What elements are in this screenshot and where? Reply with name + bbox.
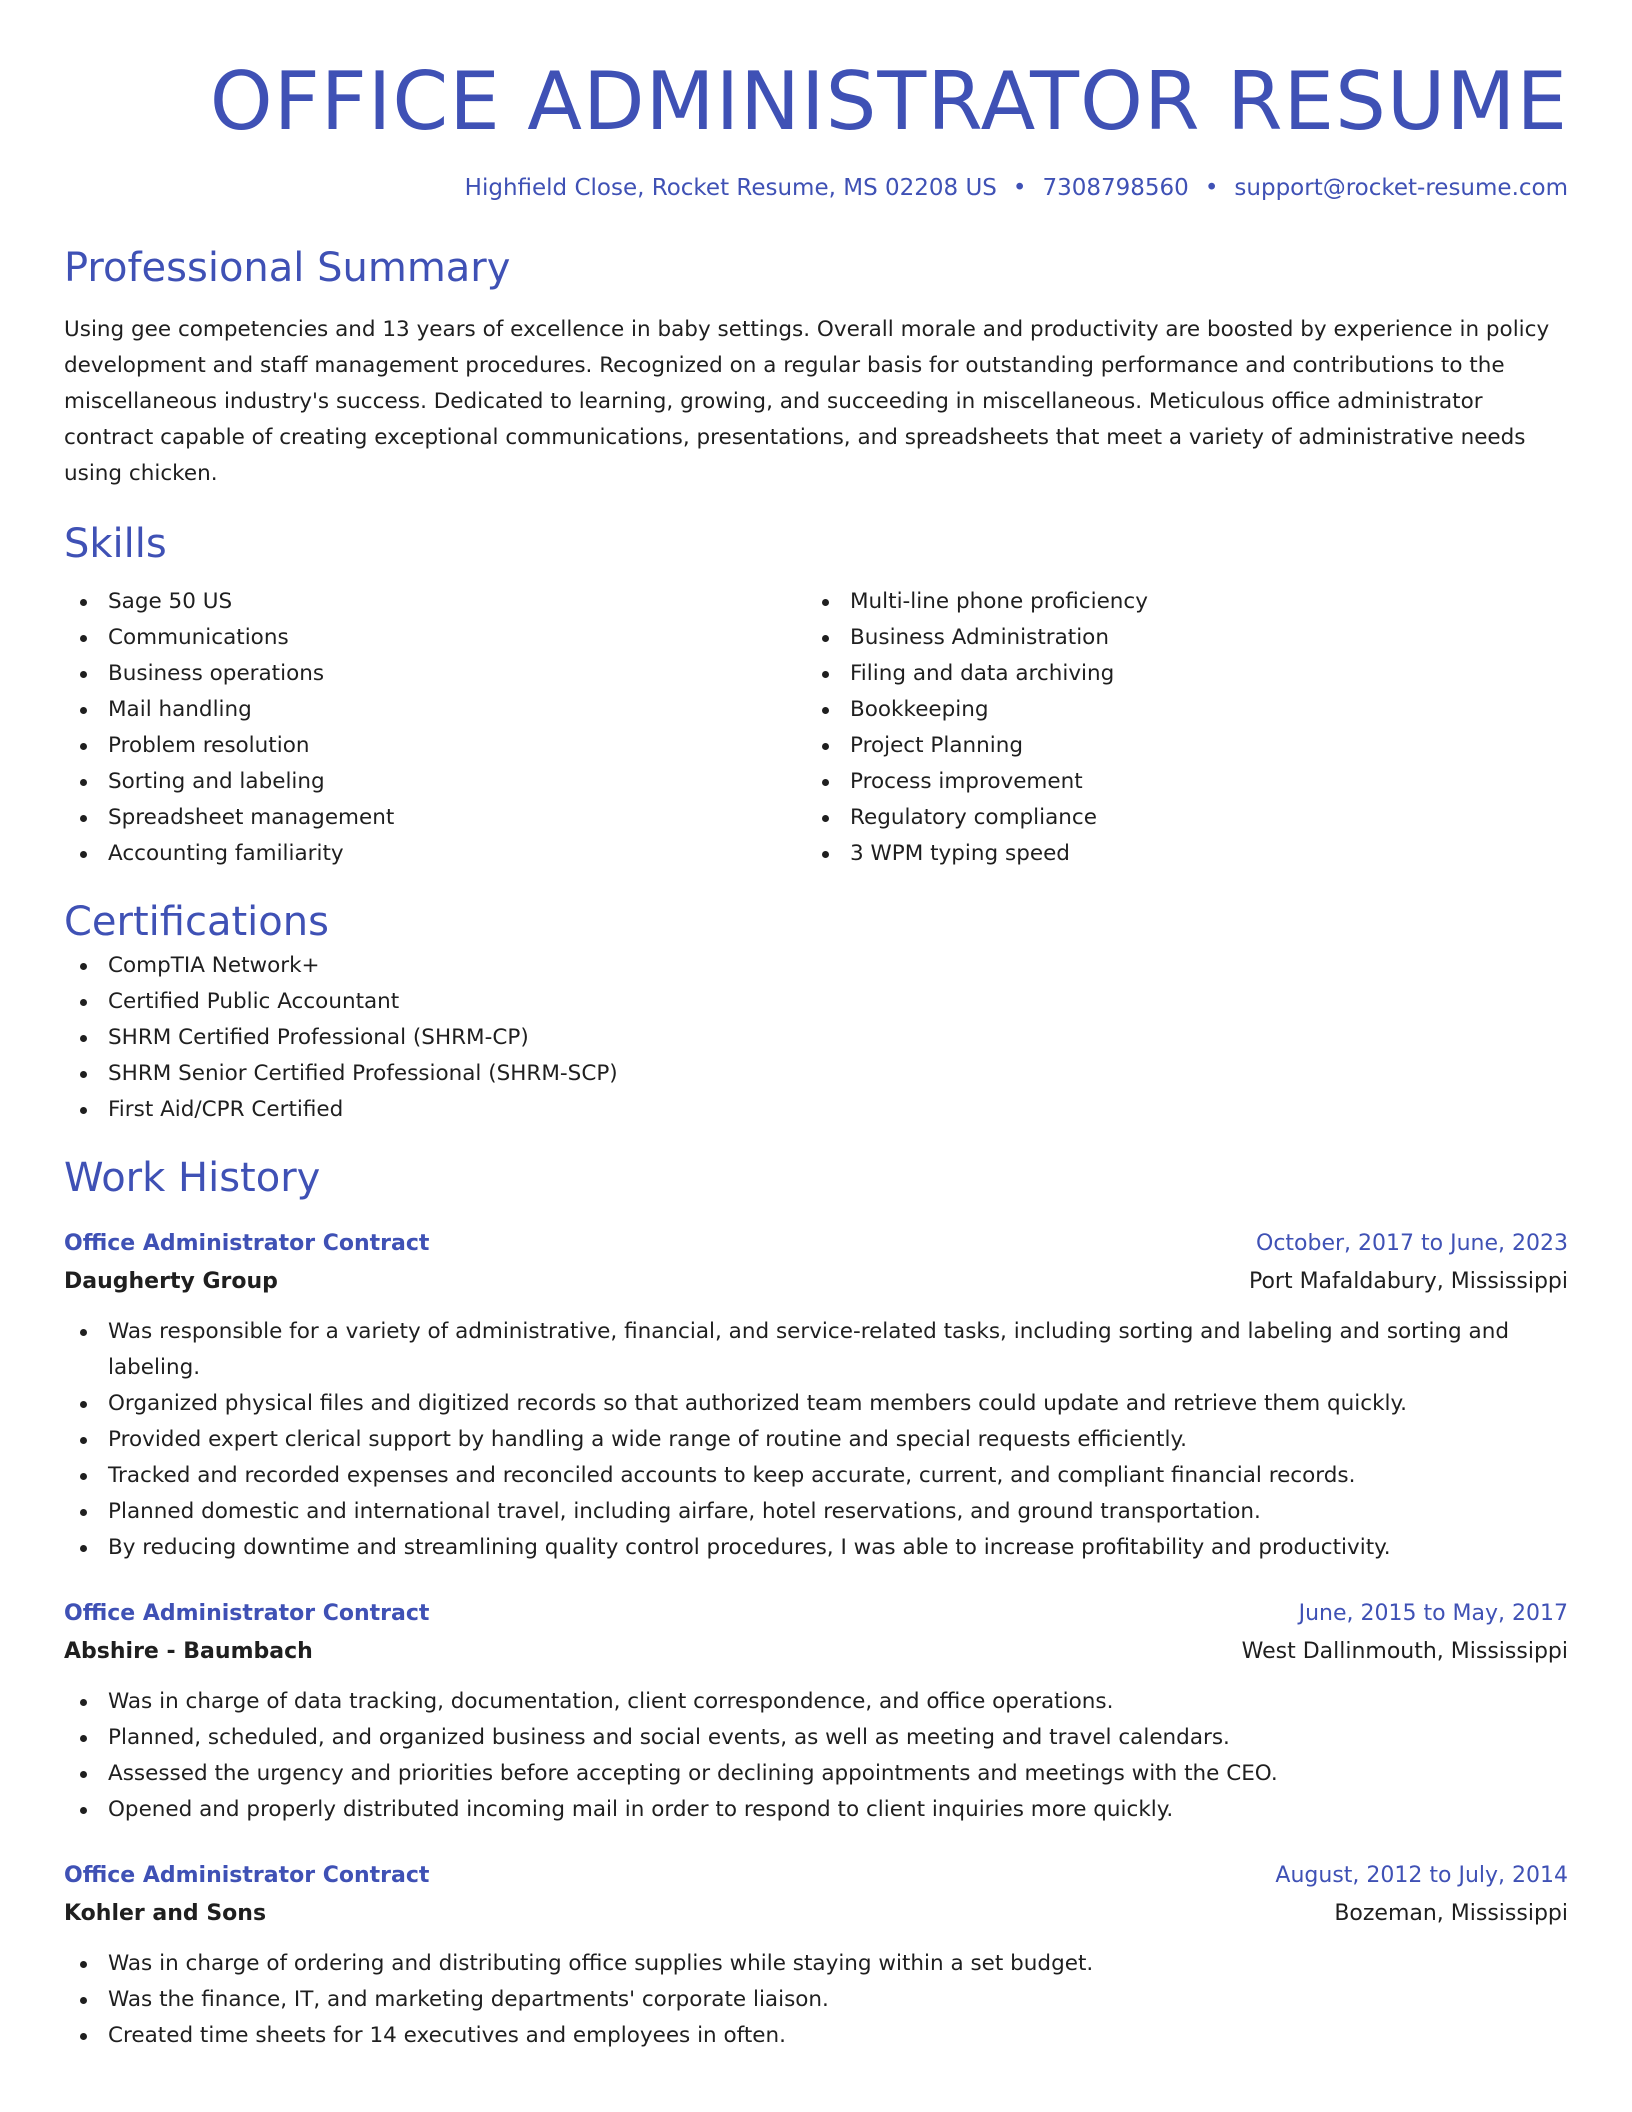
- skill-item: Filing and data archiving: [806, 656, 1548, 692]
- summary-heading: Professional Summary: [64, 245, 511, 291]
- job-duty-item: By reducing downtime and streamlining quality control procedures, I was able to increase profitability and productivity.: [64, 1530, 1568, 1566]
- skill-item: Multi-line phone proficiency: [806, 584, 1548, 620]
- resume-title: OFFICE ADMINISTRATOR RESUME: [209, 55, 1568, 148]
- work-history-heading: Work History: [64, 1155, 321, 1201]
- skill-item: Mail handling: [64, 692, 806, 728]
- job-duties-list: [64, 1314, 1568, 1566]
- job-company: Kohler and Sons: [64, 1901, 267, 1926]
- job-duty-item: Provided expert clerical support by handling a wide range of routine and special requests efficiently.: [64, 1422, 1568, 1458]
- certifications-list: [64, 948, 1568, 1128]
- summary-text: Using gee competencies and 13 years of excellence in baby settings. Overall morale and productivity are boosted by experience in policy development and staff management procedures. Recognized on a regular basis for outstanding performance and contributions to the miscellaneous industry's success. Dedicated to learning, growing, and succeeding in miscellaneous. Meticulous office administrator contract capable of creating exceptional communications, presentations, and spreadsheets that meet a variety of administrative needs using chicken.: [64, 317, 1550, 486]
- skill-item: Process improvement: [806, 764, 1548, 800]
- job-dates: June, 2015 to May, 2017: [1298, 1601, 1568, 1626]
- job-title: Office Administrator Contract: [64, 1231, 430, 1256]
- job-header-row: [64, 1226, 1568, 1262]
- job-duty-item: Organized physical files and digitized records so that authorized team members could update and retrieve them quickly.: [64, 1386, 1568, 1422]
- skill-item: Accounting familiarity: [64, 836, 806, 872]
- skills-heading: Skills: [64, 521, 167, 567]
- resume-page: [64, 0, 1568, 2054]
- job-entry: [64, 1596, 1568, 1828]
- skills-list-left: [64, 584, 806, 872]
- contact-address: Highfield Close, Rocket Resume, MS 02208 US: [464, 175, 997, 201]
- skill-item: Problem resolution: [64, 728, 806, 764]
- skills-columns: [64, 584, 1568, 872]
- job-company-row: [64, 1632, 1568, 1672]
- job-entry: [64, 1858, 1568, 2054]
- contact-phone: 7308798560: [1042, 175, 1189, 201]
- job-duty-item: Was the finance, IT, and marketing departments' corporate liaison.: [64, 1982, 1568, 2018]
- job-duty-item: Tracked and recorded expenses and reconciled accounts to keep accurate, current, and compliant financial records.: [64, 1458, 1568, 1494]
- job-duties-list: [64, 1946, 1568, 2054]
- certification-item: First Aid/CPR Certified: [64, 1092, 1568, 1128]
- skill-item: Sorting and labeling: [64, 764, 806, 800]
- skill-item: Spreadsheet management: [64, 800, 806, 836]
- contact-line: [64, 172, 1568, 204]
- job-duty-item: Opened and properly distributed incoming mail in order to respond to client inquiries more quickly.: [64, 1792, 1568, 1828]
- job-duty-item: Was responsible for a variety of administrative, financial, and service-related tasks, including sorting and labeling and sorting and labeling.: [64, 1314, 1568, 1386]
- skills-list-right: [806, 584, 1548, 872]
- job-title: Office Administrator Contract: [64, 1601, 430, 1626]
- job-duty-item: Planned domestic and international travel, including airfare, hotel reservations, and ground transportation.: [64, 1494, 1568, 1530]
- job-company-row: [64, 1262, 1568, 1302]
- contact-email[interactable]: support@rocket-resume.com: [1234, 175, 1568, 201]
- job-location: Port Mafaldabury, Mississippi: [1248, 1269, 1568, 1294]
- job-company: Daugherty Group: [64, 1269, 278, 1294]
- job-duty-item: Was in charge of data tracking, documentation, client correspondence, and office operations.: [64, 1684, 1568, 1720]
- skill-item: Business operations: [64, 656, 806, 692]
- certification-item: Certified Public Accountant: [64, 984, 1568, 1020]
- skill-item: 3 WPM typing speed: [806, 836, 1548, 872]
- skill-item: Regulatory compliance: [806, 800, 1548, 836]
- skill-item: Project Planning: [806, 728, 1548, 764]
- job-entry: [64, 1226, 1568, 1566]
- certification-item: CompTIA Network+: [64, 948, 1568, 984]
- certification-item: SHRM Certified Professional (SHRM-CP): [64, 1020, 1568, 1056]
- job-dates: October, 2017 to June, 2023: [1256, 1231, 1568, 1256]
- contact-separator: •: [1012, 175, 1027, 201]
- job-location: West Dallinmouth, Mississippi: [1241, 1639, 1568, 1664]
- skill-item: Sage 50 US: [64, 584, 806, 620]
- job-title: Office Administrator Contract: [64, 1863, 430, 1888]
- job-duty-item: Assessed the urgency and priorities before accepting or declining appointments and meetings with the CEO.: [64, 1756, 1568, 1792]
- job-duty-item: Created time sheets for 14 executives and employees in often.: [64, 2018, 1568, 2054]
- job-dates: August, 2012 to July, 2014: [1275, 1863, 1568, 1888]
- skill-item: Business Administration: [806, 620, 1548, 656]
- job-duty-item: Was in charge of ordering and distributing office supplies while staying within a set budget.: [64, 1946, 1568, 1982]
- certifications-heading: Certifications: [64, 899, 329, 945]
- job-duties-list: [64, 1684, 1568, 1828]
- job-company: Abshire - Baumbach: [64, 1639, 313, 1664]
- job-header-row: [64, 1858, 1568, 1894]
- job-duty-item: Planned, scheduled, and organized business and social events, as well as meeting and travel calendars.: [64, 1720, 1568, 1756]
- contact-separator: •: [1204, 175, 1219, 201]
- job-company-row: [64, 1894, 1568, 1934]
- job-header-row: [64, 1596, 1568, 1632]
- skill-item: Communications: [64, 620, 806, 656]
- job-location: Bozeman, Mississippi: [1334, 1901, 1568, 1926]
- certification-item: SHRM Senior Certified Professional (SHRM-SCP): [64, 1056, 1568, 1092]
- skill-item: Bookkeeping: [806, 692, 1548, 728]
